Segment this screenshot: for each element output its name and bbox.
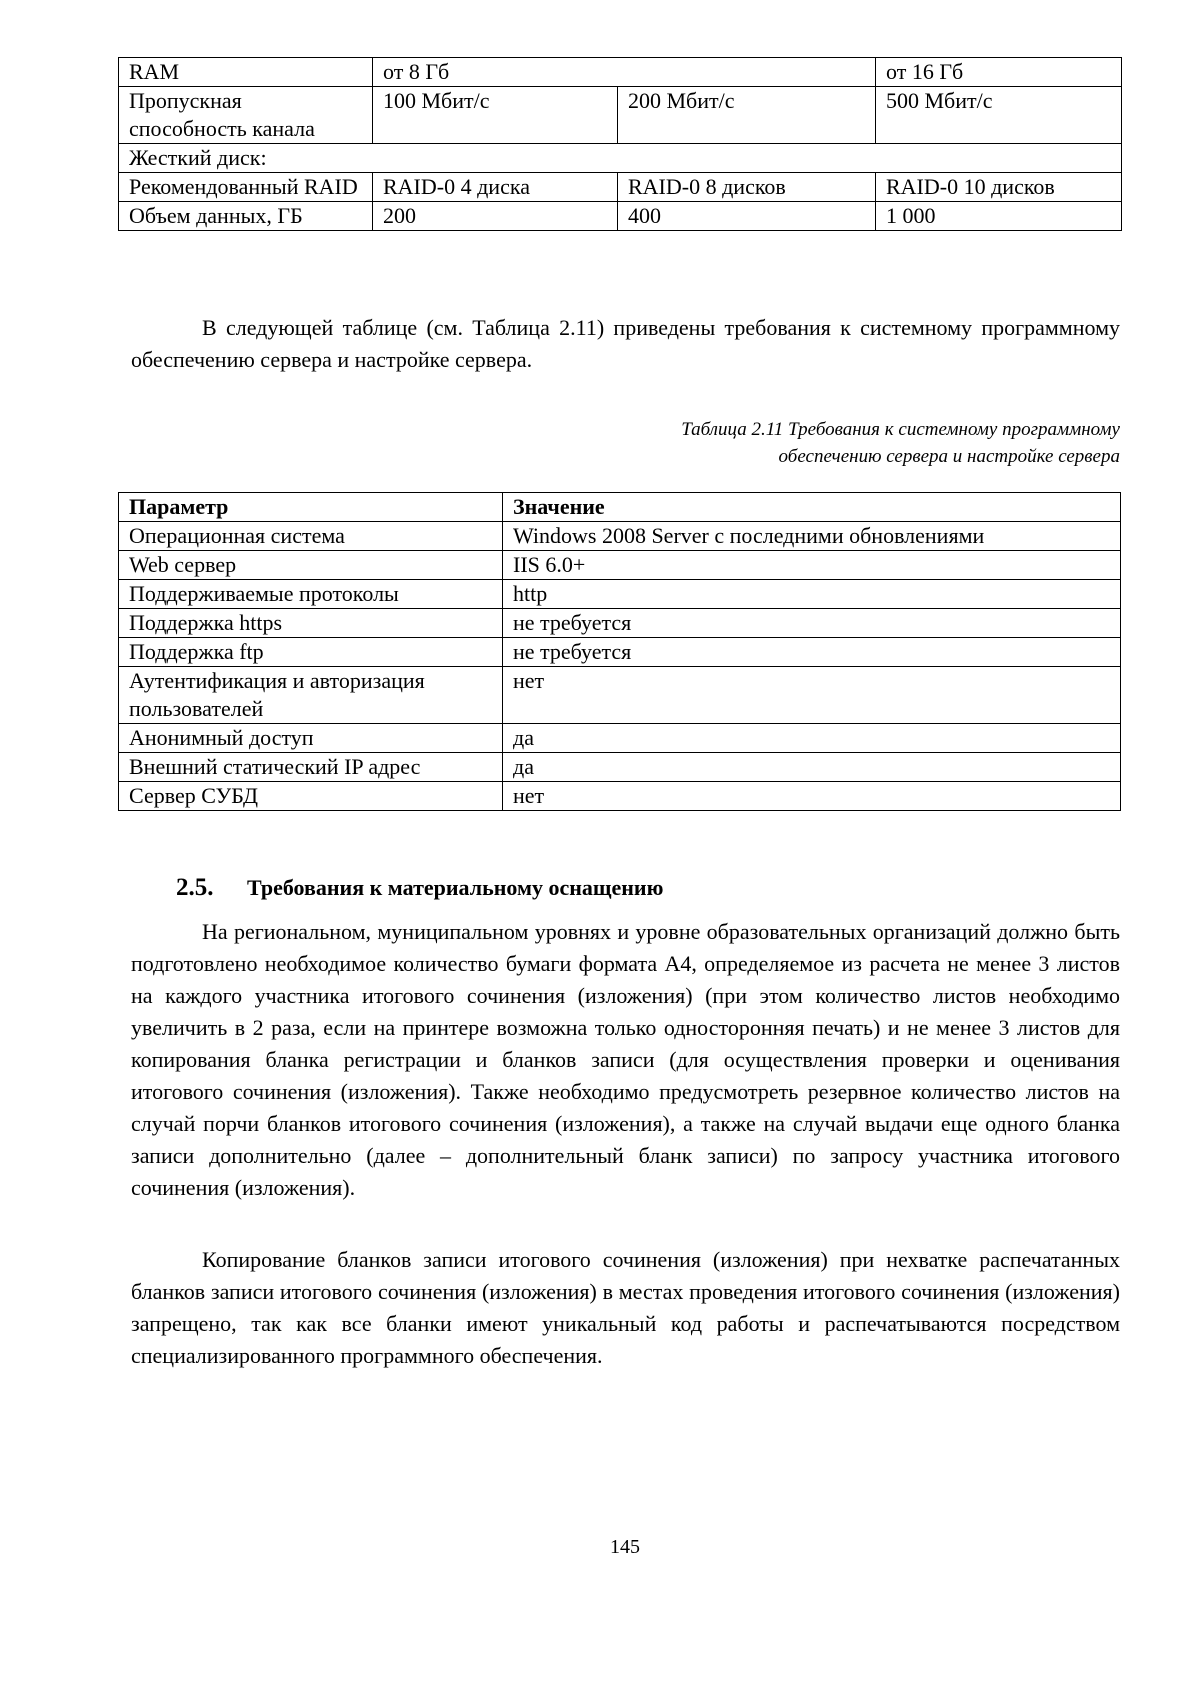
body-paragraph: На региональном, муниципальном уровнях и уровне образовательных организаций должно быть подготовлено необходимое количество бумаги формата А4, определяемое из расчета не менее 3 листов на каждого участника итогового сочинения (изложения) (при этом количество листов необходимо увеличить в 2 раза, если на принтере возможна только односторонняя печать) и не менее 3 листов для копирования бланка регистрации и бланков записи (для осуществления проверки и оценивания итогового сочинения (изложения). Также необходимо предусмотреть резервное количество листов на случай порчи бланков итогового сочинения (изложения), а также на случай выдачи еще одного бланка записи дополнительно (далее – дополнительный бланк записи) по запросу участника итогового сочинения (изложения). [131, 919, 1120, 1200]
table-row [119, 58, 1122, 87]
section-heading [176, 873, 663, 903]
table-cell: Объем данных, ГБ [119, 202, 373, 231]
table-cell: 200 [373, 202, 618, 231]
table-cell: от 8 Гб [373, 58, 876, 87]
caption-line: Таблица 2.11 Требования к системному программному [681, 419, 1120, 440]
table-cell: Внешний статический IP адрес [119, 753, 503, 782]
table-cell: RAID-0 10 дисков [876, 173, 1122, 202]
table-row [119, 551, 1121, 580]
table-cell: http [503, 580, 1121, 609]
table-cell: Web сервер [119, 551, 503, 580]
table-row [119, 667, 1121, 724]
table-cell: не требуется [503, 638, 1121, 667]
column-header: Параметр [119, 493, 503, 522]
table-cell: нет [503, 667, 1121, 724]
table-cell: 500 Мбит/с [876, 87, 1122, 144]
table-cell: Операционная система [119, 522, 503, 551]
table-header-row [119, 493, 1121, 522]
table-cell: 100 Мбит/с [373, 87, 618, 144]
table-cell: Сервер СУБД [119, 782, 503, 811]
column-header: Значение [503, 493, 1121, 522]
table-cell: Рекомендованный RAID [119, 173, 373, 202]
table-row [119, 522, 1121, 551]
table-row [119, 87, 1122, 144]
table-cell: Жесткий диск: [119, 144, 1122, 173]
table-cell: Анонимный доступ [119, 724, 503, 753]
table-cell: да [503, 753, 1121, 782]
table-row [119, 580, 1121, 609]
section-number: 2.5. [176, 874, 214, 901]
table-cell: Windows 2008 Server с последними обновлениями [503, 522, 1121, 551]
server-software-requirements-table [118, 492, 1121, 811]
table-cell: 400 [618, 202, 876, 231]
table-caption [500, 416, 1120, 470]
table-cell: не требуется [503, 609, 1121, 638]
table-cell: 1 000 [876, 202, 1122, 231]
table-row [119, 173, 1122, 202]
table-cell: Поддержка https [119, 609, 503, 638]
table-cell: нет [503, 782, 1121, 811]
table-row [119, 144, 1122, 173]
table-cell: да [503, 724, 1121, 753]
section-title: Требования к материальному оснащению [247, 875, 664, 900]
intro-paragraph: В следующей таблице (см. Таблица 2.11) приведены требования к системному программному обеспечению сервера и настройке сервера. [131, 315, 1120, 372]
table-cell: RAID-0 8 дисков [618, 173, 876, 202]
table-row [119, 609, 1121, 638]
table-row [119, 753, 1121, 782]
hardware-requirements-table [118, 57, 1122, 231]
table-cell: Пропускная способность канала [119, 87, 373, 144]
table-cell: 200 Мбит/с [618, 87, 876, 144]
table-row [119, 724, 1121, 753]
table-cell: Аутентификация и авторизация пользователей [119, 667, 503, 724]
body-paragraph: Копирование бланков записи итогового сочинения (изложения) при нехватке распечатанных бланков записи итогового сочинения (изложения) в местах проведения итогового сочинения (изложения) запрещено, так как все бланки имеют уникальный код работы и распечатываются посредством специализированного программного обеспечения. [131, 1247, 1120, 1368]
page-number: 145 [610, 1536, 640, 1558]
table-cell: RAM [119, 58, 373, 87]
table-cell: Поддержка ftp [119, 638, 503, 667]
table-cell: от 16 Гб [876, 58, 1122, 87]
table-cell: Поддерживаемые протоколы [119, 580, 503, 609]
table-cell: RAID-0 4 диска [373, 173, 618, 202]
table-cell: IIS 6.0+ [503, 551, 1121, 580]
caption-line: обеспечению сервера и настройке сервера [778, 446, 1120, 467]
table-row [119, 782, 1121, 811]
table-row [119, 202, 1122, 231]
table-row [119, 638, 1121, 667]
